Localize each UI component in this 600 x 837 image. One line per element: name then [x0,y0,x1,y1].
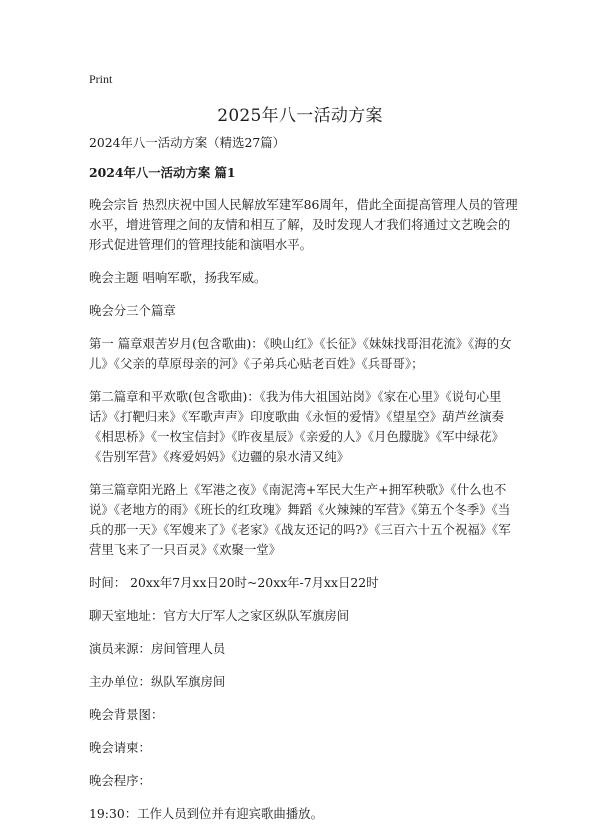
paragraph-time: 时间： 20xx年7月xx日20时~20xx年-7月xx日22时 [89,575,379,590]
paragraph-chapter-3: 第三篇章阳光路上《军港之夜》《南泥湾+军民大生产+拥军秧歌》《什么也不说》《老地方的雨》《班长的红玫瑰》舞蹈《火辣辣的军营》《第五个冬季》《当兵的那一天》《军嫂来了》《老家》《战友还记的吗?》《三百六十五个祝福》《军营里飞来了一只百灵》《欢聚一堂》 [89,482,511,557]
paragraph-purpose: 晚会宗旨 热烈庆祝中国人民解放军建军86周年，借此全面提高管理人员的管理水平，增进管理之间的友情和相互了解，及时发现人才我们将通过文艺晚会的形式促进管理们的管理技能和演唱水平。 [89,197,518,252]
document-title: 2025年八一活动方案 [217,106,383,126]
document-body [89,133,519,837]
paragraph-invitation: 晚会请柬： [89,740,151,755]
paragraph-chapter-2: 第二篇章和平欢歌(包含歌曲)：《我为伟大祖国站岗》《家在心里》《说句心里话》《打靶归来》《军歌声声》印度歌曲《永恒的爱情》《望星空》葫芦丝演奏《相思桥》《一枚宝信封》《昨夜星辰》《亲爱的人》《月色朦胧》《军中绿花》《告别军营》《疼爱妈妈》《边疆的泉水清又纯》 [89,389,505,464]
paragraph-chapters: 晚会分三个篇章 [89,303,176,318]
paragraph-background: 晚会背景图： [89,707,164,722]
paragraph-chapter-1: 第一 篇章艰苦岁月(包含歌曲)：《映山红》《长征》《妹妹找哥泪花流》《海的女儿》《父亲的草原母亲的河》《子弟兵心贴老百姓》《兵哥哥》； [89,336,512,371]
paragraph-organizer: 主办单位：纵队军旗房间 [89,674,226,689]
print-link[interactable]: Print [89,72,113,86]
paragraph-schedule-item: 19:30：工作人员到位并有迎宾歌曲播放。 [89,806,323,821]
paragraph-theme: 晚会主题 唱响军歌，扬我军威。 [89,270,267,285]
document-subtitle: 2024年八一活动方案（精选27篇） [89,135,285,150]
section-heading: 2024年八一活动方案 篇1 [89,165,236,180]
paragraph-program: 晚会程序： [89,773,151,788]
paragraph-address: 聊天室地址：官方大厅军人之家区纵队军旗房间 [89,608,350,623]
paragraph-performers: 演员来源：房间管理人员 [89,641,226,656]
